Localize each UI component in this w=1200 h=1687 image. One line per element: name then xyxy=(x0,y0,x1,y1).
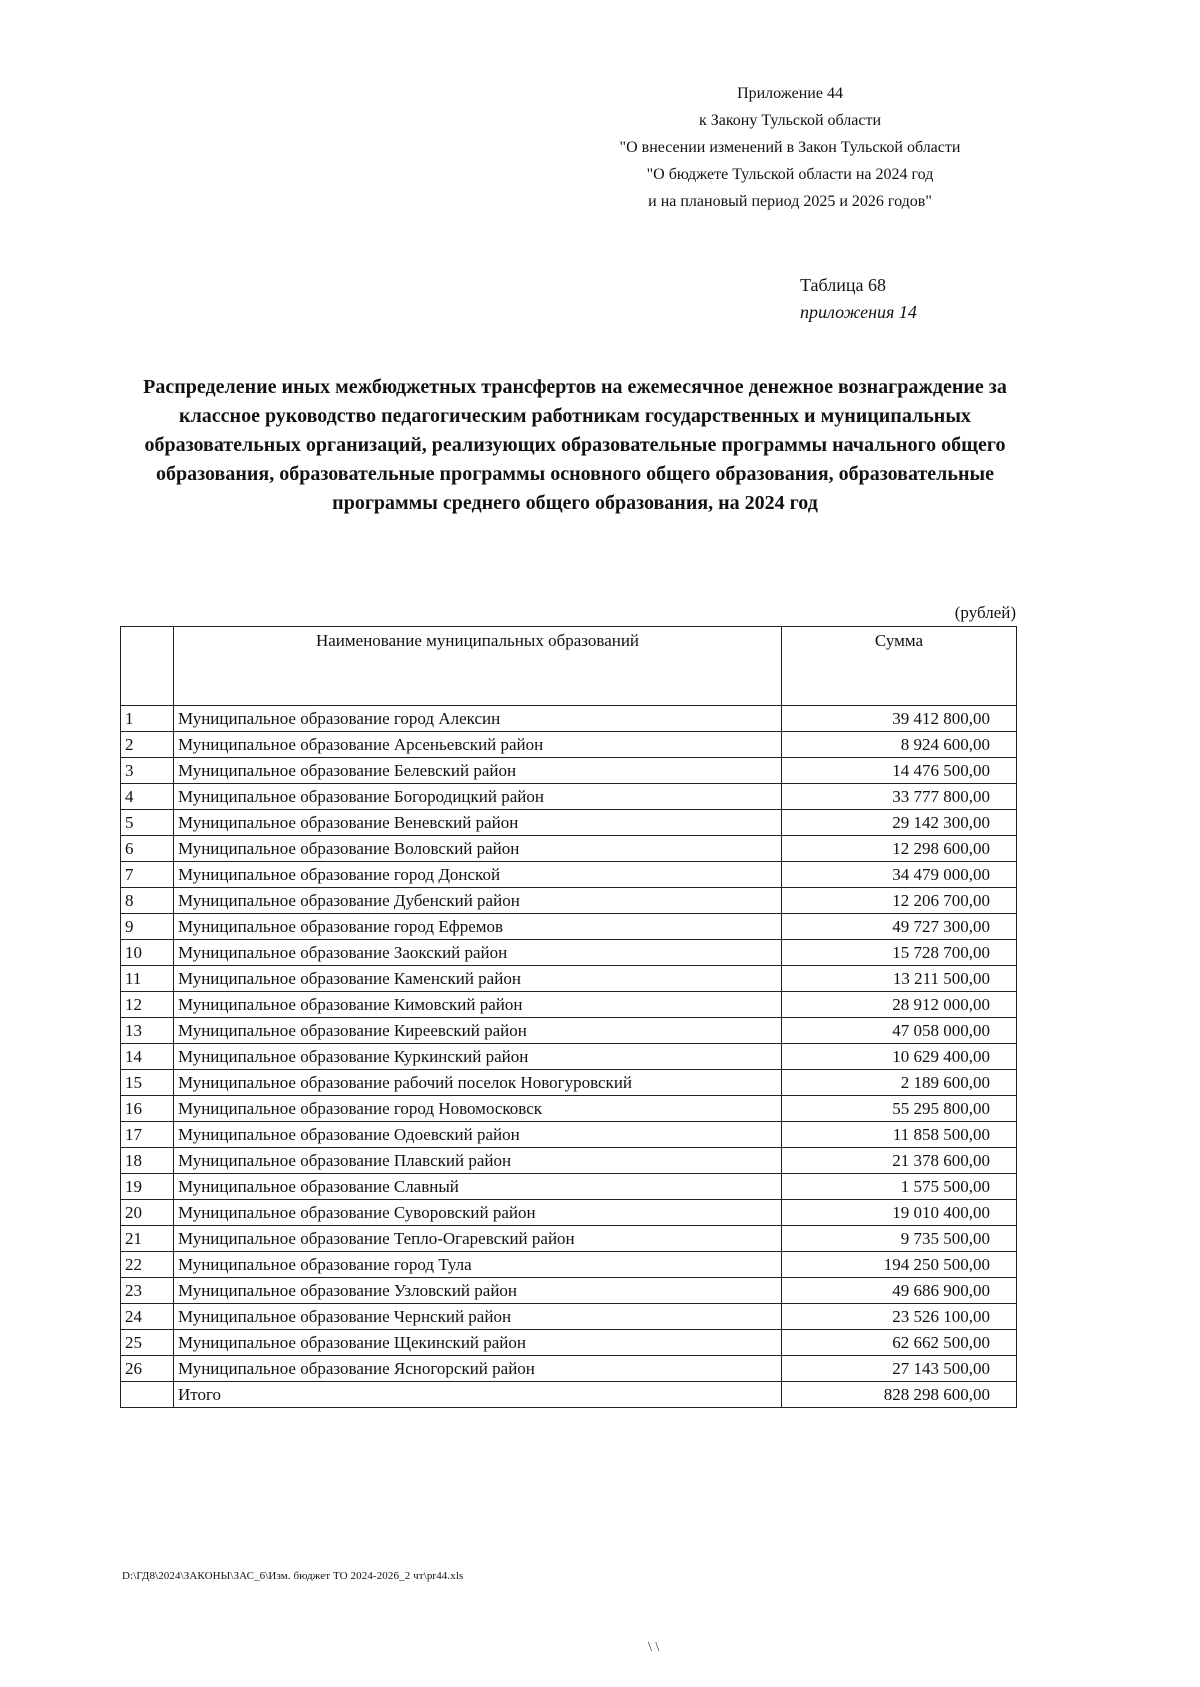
row-number-cell: 11 xyxy=(121,966,174,992)
row-sum-cell: 27 143 500,00 xyxy=(782,1356,1017,1382)
row-sum-cell: 62 662 500,00 xyxy=(782,1330,1017,1356)
table-reference xyxy=(800,272,1000,326)
row-name-cell: Муниципальное образование Чернский район xyxy=(174,1304,782,1330)
table-row xyxy=(121,1174,1017,1200)
table-row xyxy=(121,1200,1017,1226)
row-name-cell: Муниципальное образование Куркинский район xyxy=(174,1044,782,1070)
row-sum-cell: 13 211 500,00 xyxy=(782,966,1017,992)
header-line: и на плановый период 2025 и 2026 годов" xyxy=(648,193,932,210)
table-row xyxy=(121,940,1017,966)
table-total-row xyxy=(121,1382,1017,1408)
row-name-cell: Муниципальное образование Богородицкий район xyxy=(174,784,782,810)
row-name-cell: Муниципальное образование Славный xyxy=(174,1174,782,1200)
row-name-cell: Муниципальное образование город Новомосковск xyxy=(174,1096,782,1122)
table-number: Таблица 68 xyxy=(800,275,886,295)
table-row xyxy=(121,706,1017,732)
row-name-cell: Муниципальное образование рабочий поселок Новогуровский xyxy=(174,1070,782,1096)
column-header-name: Наименование муниципальных образований xyxy=(174,627,782,706)
row-sum-cell: 39 412 800,00 xyxy=(782,706,1017,732)
table-row xyxy=(121,810,1017,836)
row-sum-cell: 47 058 000,00 xyxy=(782,1018,1017,1044)
table-row xyxy=(121,966,1017,992)
row-number-cell xyxy=(121,1382,174,1408)
row-number-cell: 1 xyxy=(121,706,174,732)
row-number-cell: 24 xyxy=(121,1304,174,1330)
row-sum-cell: 1 575 500,00 xyxy=(782,1174,1017,1200)
row-name-cell: Итого xyxy=(174,1382,782,1408)
header-line: Приложение 44 xyxy=(737,85,843,102)
table-row xyxy=(121,784,1017,810)
table-row xyxy=(121,1356,1017,1382)
row-number-cell: 8 xyxy=(121,888,174,914)
row-name-cell: Муниципальное образование Воловский район xyxy=(174,836,782,862)
row-number-cell: 18 xyxy=(121,1148,174,1174)
row-name-cell: Муниципальное образование Узловский район xyxy=(174,1278,782,1304)
row-sum-cell: 23 526 100,00 xyxy=(782,1304,1017,1330)
row-number-cell: 16 xyxy=(121,1096,174,1122)
row-number-cell: 21 xyxy=(121,1226,174,1252)
header-line: к Закону Тульской области xyxy=(698,112,882,129)
table-row xyxy=(121,1252,1017,1278)
row-sum-cell: 828 298 600,00 xyxy=(782,1382,1017,1408)
row-number-cell: 19 xyxy=(121,1174,174,1200)
table-row xyxy=(121,888,1017,914)
row-name-cell: Муниципальное образование город Ефремов xyxy=(174,914,782,940)
row-name-cell: Муниципальное образование Одоевский район xyxy=(174,1122,782,1148)
row-number-cell: 2 xyxy=(121,732,174,758)
row-sum-cell: 12 206 700,00 xyxy=(782,888,1017,914)
table-row xyxy=(121,1070,1017,1096)
table-row xyxy=(121,836,1017,862)
row-sum-cell: 19 010 400,00 xyxy=(782,1200,1017,1226)
table-row xyxy=(121,1226,1017,1252)
column-header-sum: Сумма xyxy=(782,627,1017,706)
row-name-cell: Муниципальное образование Каменский район xyxy=(174,966,782,992)
row-sum-cell: 21 378 600,00 xyxy=(782,1148,1017,1174)
table-row xyxy=(121,732,1017,758)
table-row xyxy=(121,1096,1017,1122)
row-name-cell: Муниципальное образование Щекинский район xyxy=(174,1330,782,1356)
table-row xyxy=(121,1148,1017,1174)
document-title: Распределение иных межбюджетных трансфертов на ежемесячное денежное вознаграждение за классное руководство педагогическим работникам государственных и муниципальных образовательных организаций, реализующих образовательные программы начального общего образования, образовательные программы основного общего образования, образовательные программы среднего общего образования, на 2024 год xyxy=(143,376,1007,514)
row-number-cell: 3 xyxy=(121,758,174,784)
row-name-cell: Муниципальное образование город Донской xyxy=(174,862,782,888)
distribution-table xyxy=(120,626,1017,1408)
row-number-cell: 6 xyxy=(121,836,174,862)
row-name-cell: Муниципальное образование Суворовский район xyxy=(174,1200,782,1226)
row-sum-cell: 34 479 000,00 xyxy=(782,862,1017,888)
row-sum-cell: 194 250 500,00 xyxy=(782,1252,1017,1278)
table-row xyxy=(121,1044,1017,1070)
row-sum-cell: 28 912 000,00 xyxy=(782,992,1017,1018)
row-sum-cell: 33 777 800,00 xyxy=(782,784,1017,810)
row-sum-cell: 11 858 500,00 xyxy=(782,1122,1017,1148)
page-mark: \ \ xyxy=(648,1640,660,1655)
row-name-cell: Муниципальное образование Кимовский район xyxy=(174,992,782,1018)
row-name-cell: Муниципальное образование Киреевский район xyxy=(174,1018,782,1044)
table-row xyxy=(121,1278,1017,1304)
file-path: D:\ГД8\2024\ЗАКОНЫ\ЗАС_6\Изм. бюджет ТО 2024-2026_2 чт\pr44.xls xyxy=(122,1570,464,1582)
row-number-cell: 23 xyxy=(121,1278,174,1304)
table-row xyxy=(121,1304,1017,1330)
row-number-cell: 5 xyxy=(121,810,174,836)
row-name-cell: Муниципальное образование Дубенский район xyxy=(174,888,782,914)
row-name-cell: Муниципальное образование Веневский район xyxy=(174,810,782,836)
row-number-cell: 7 xyxy=(121,862,174,888)
row-sum-cell: 15 728 700,00 xyxy=(782,940,1017,966)
row-number-cell: 14 xyxy=(121,1044,174,1070)
row-number-cell: 20 xyxy=(121,1200,174,1226)
row-sum-cell: 55 295 800,00 xyxy=(782,1096,1017,1122)
header-line: "О внесении изменений в Закон Тульской области xyxy=(619,139,961,156)
appendix-header xyxy=(560,80,1020,215)
units-label: (рублей) xyxy=(954,603,1016,622)
row-number-cell: 22 xyxy=(121,1252,174,1278)
row-sum-cell: 14 476 500,00 xyxy=(782,758,1017,784)
row-number-cell: 10 xyxy=(121,940,174,966)
row-sum-cell: 8 924 600,00 xyxy=(782,732,1017,758)
table-row xyxy=(121,1330,1017,1356)
row-sum-cell: 49 727 300,00 xyxy=(782,914,1017,940)
table-row xyxy=(121,1018,1017,1044)
table-body xyxy=(121,706,1017,1408)
header-line: "О бюджете Тульской области на 2024 год xyxy=(646,166,934,183)
row-name-cell: Муниципальное образование Тепло-Огаревский район xyxy=(174,1226,782,1252)
row-number-cell: 4 xyxy=(121,784,174,810)
row-number-cell: 13 xyxy=(121,1018,174,1044)
row-number-cell: 15 xyxy=(121,1070,174,1096)
appendix-number: приложения 14 xyxy=(800,302,917,322)
row-name-cell: Муниципальное образование Ясногорский район xyxy=(174,1356,782,1382)
row-number-cell: 17 xyxy=(121,1122,174,1148)
row-sum-cell: 2 189 600,00 xyxy=(782,1070,1017,1096)
row-sum-cell: 12 298 600,00 xyxy=(782,836,1017,862)
row-sum-cell: 29 142 300,00 xyxy=(782,810,1017,836)
row-sum-cell: 49 686 900,00 xyxy=(782,1278,1017,1304)
row-number-cell: 12 xyxy=(121,992,174,1018)
table-row xyxy=(121,862,1017,888)
row-name-cell: Муниципальное образование Плавский район xyxy=(174,1148,782,1174)
row-number-cell: 26 xyxy=(121,1356,174,1382)
row-name-cell: Муниципальное образование Арсеньевский район xyxy=(174,732,782,758)
row-name-cell: Муниципальное образование Белевский район xyxy=(174,758,782,784)
table-row xyxy=(121,758,1017,784)
row-number-cell: 9 xyxy=(121,914,174,940)
table-row xyxy=(121,1122,1017,1148)
row-name-cell: Муниципальное образование город Алексин xyxy=(174,706,782,732)
table-header-row xyxy=(121,627,1017,706)
table-row xyxy=(121,992,1017,1018)
row-sum-cell: 10 629 400,00 xyxy=(782,1044,1017,1070)
row-name-cell: Муниципальное образование город Тула xyxy=(174,1252,782,1278)
table-row xyxy=(121,914,1017,940)
row-name-cell: Муниципальное образование Заокский район xyxy=(174,940,782,966)
column-header-number xyxy=(121,627,174,706)
row-number-cell: 25 xyxy=(121,1330,174,1356)
row-sum-cell: 9 735 500,00 xyxy=(782,1226,1017,1252)
